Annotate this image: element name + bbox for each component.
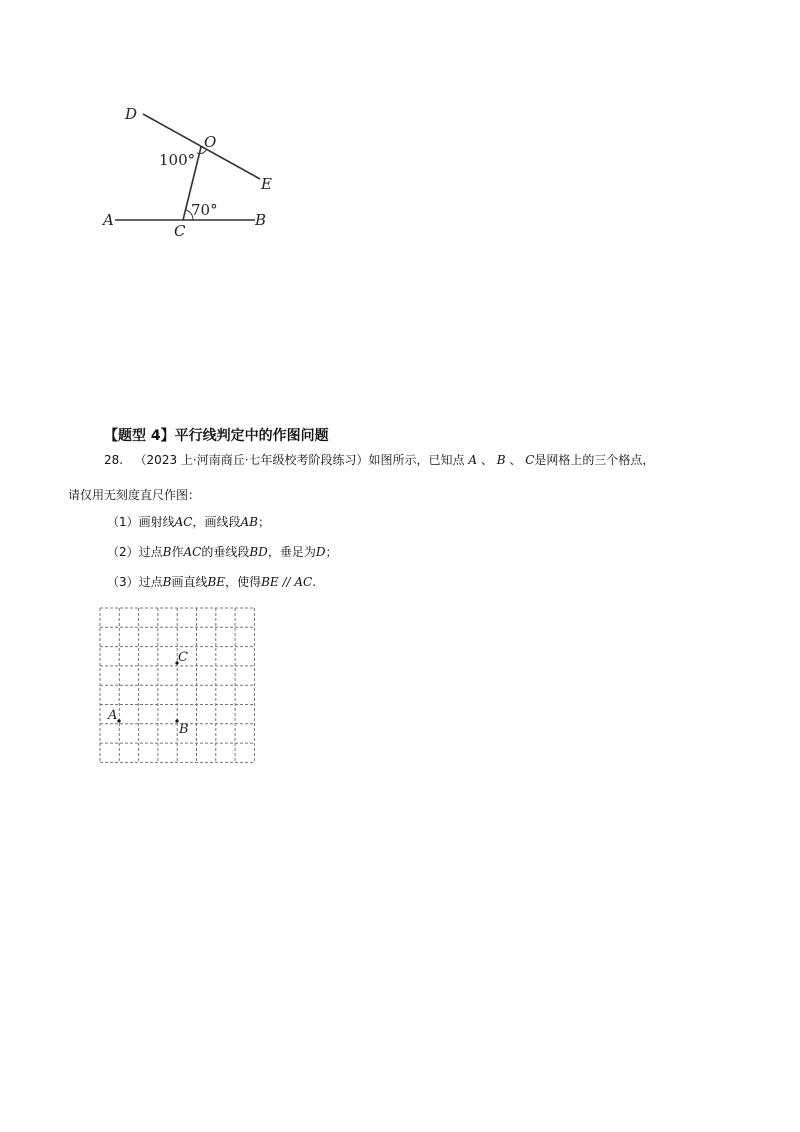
angle-label-100: 100° <box>159 151 196 169</box>
label-b: B <box>255 211 267 229</box>
sub2-mid2: 的垂线段 <box>201 545 250 559</box>
sub1-segment-ab: AB <box>240 515 258 529</box>
grid-label-b: B <box>179 722 189 737</box>
sub3-parallel: BE // AC <box>261 575 313 589</box>
question-stem-text-a: 如图所示，已知点 <box>368 453 465 467</box>
sub3-label: （3）过点 <box>107 575 163 589</box>
question-stem-continued: 请仅用无刻度直尺作图： <box>68 488 201 502</box>
point-a-text: A <box>468 453 478 467</box>
sub3-point-b: B <box>162 575 172 589</box>
sub3-line-be: BE <box>207 575 226 589</box>
point-b-text: B <box>496 453 506 467</box>
sub2-line-ac: AC <box>183 545 202 559</box>
sub2-segment-bd: BD <box>249 545 268 559</box>
label-d: D <box>125 105 138 123</box>
point-a <box>117 719 120 722</box>
sub2-label: （2）过点 <box>107 545 163 559</box>
question-number: 28. <box>104 453 124 467</box>
sub2-point-b: B <box>162 545 172 559</box>
sub3-end: . <box>312 575 317 589</box>
grid-figure <box>95 605 265 765</box>
subquestion-2 <box>107 543 337 560</box>
separator-2: 、 <box>509 453 522 467</box>
line-de <box>143 114 260 179</box>
subquestion-1 <box>107 513 270 530</box>
sub2-point-d: D <box>315 545 326 559</box>
angle-label-70: 70° <box>191 201 218 219</box>
sub1-ray-ac: AC <box>174 515 193 529</box>
sub2-mid1: 作 <box>171 545 184 559</box>
angle-figure <box>95 95 295 245</box>
sub1-mid: ，画线段 <box>192 515 241 529</box>
section-heading: 【题型 4】平行线判定中的作图问题 <box>104 428 329 444</box>
question-source: （2023 上·河南商丘·七年级校考阶段练习） <box>134 453 369 467</box>
sub3-mid2: ，使得 <box>225 575 262 589</box>
sub1-label: （1）画射线 <box>107 515 175 529</box>
sub2-mid3: ，垂足为 <box>267 545 316 559</box>
label-e: E <box>261 175 272 193</box>
label-o: O <box>204 133 217 151</box>
sub2-end: ； <box>325 545 338 559</box>
question-stem <box>104 451 654 468</box>
label-a: A <box>103 211 114 229</box>
sub3-mid1: 画直线 <box>171 575 208 589</box>
separator-1: 、 <box>480 453 493 467</box>
point-c-text: C <box>525 453 535 467</box>
sub1-end: ； <box>258 515 271 529</box>
subquestion-3 <box>107 573 316 590</box>
label-c: C <box>174 222 186 240</box>
grid-label-a: A <box>108 708 118 723</box>
grid-label-c: C <box>178 650 188 665</box>
question-stem-text-b: 是网格上的三个格点， <box>534 453 655 467</box>
grid-lines <box>100 608 254 762</box>
